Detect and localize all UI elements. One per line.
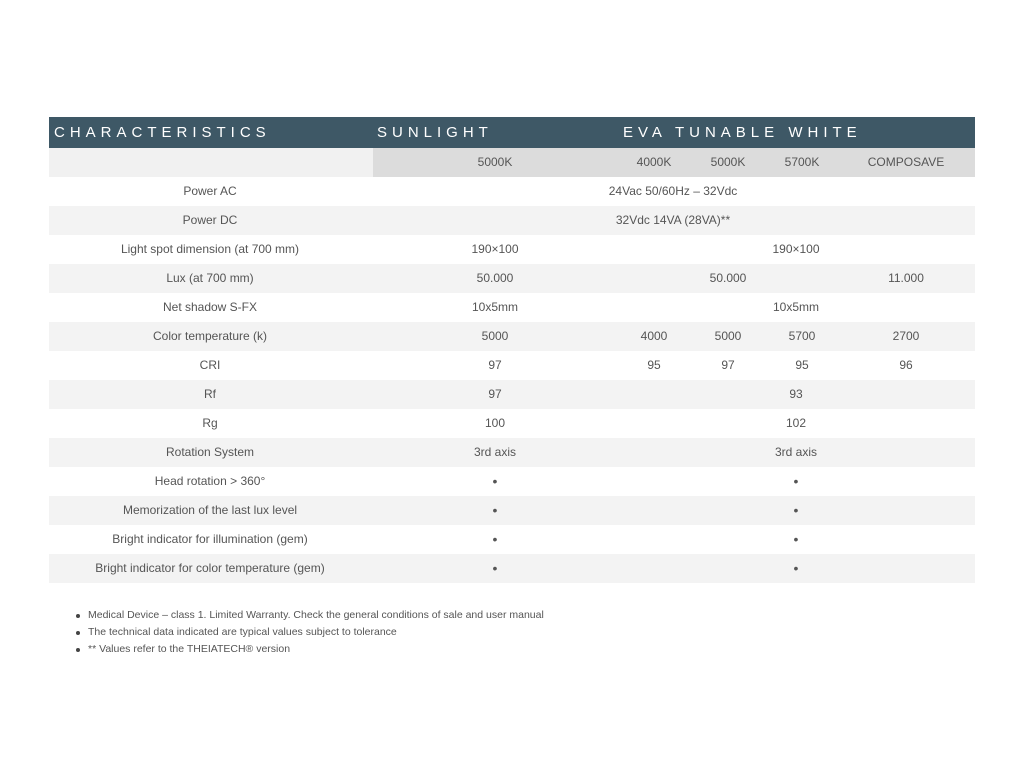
table-row <box>49 206 975 235</box>
table-subheader <box>49 148 975 177</box>
row-sunlight-bullet: • <box>492 502 498 518</box>
row-label: Power AC <box>183 184 237 198</box>
header-characteristics: CHARACTERISTICS <box>54 124 271 141</box>
spec-table <box>49 117 975 583</box>
row-sunlight-value: 100 <box>484 416 506 430</box>
row-label: Lux (at 700 mm) <box>166 271 254 285</box>
row-sunlight-value: 190×100 <box>471 242 519 256</box>
row-label: Rotation System <box>165 445 255 459</box>
table-row <box>49 380 975 409</box>
row-sunlight-value: 3rd axis <box>473 445 517 459</box>
header-eva-tunable-white: EVA TUNABLE WHITE <box>623 124 862 141</box>
row-eva-value: 50.000 <box>709 271 747 285</box>
row-sunlight-value: 97 <box>488 358 502 372</box>
table-row <box>49 409 975 438</box>
subheader-composave: COMPOSAVE <box>867 155 945 169</box>
row-sunlight-value: 10x5mm <box>471 300 519 314</box>
row-sunlight-bullet: • <box>492 560 498 576</box>
table-row <box>49 293 975 322</box>
row-label: Color temperature (k) <box>152 329 268 343</box>
row-merged-value: 24Vac 50/60Hz – 32Vdc <box>608 184 738 198</box>
row-sunlight-bullet: • <box>492 473 498 489</box>
footnotes <box>74 607 544 658</box>
row-eva-value: 10x5mm <box>772 300 820 314</box>
footnote-item: Medical Device – class 1. Limited Warranty. Check the general conditions of sale and user manual <box>74 607 544 624</box>
row-eva-value: 3rd axis <box>774 445 818 459</box>
row-4000k-value: 4000 <box>640 329 668 343</box>
row-5700k-value: 95 <box>795 358 809 372</box>
row-composave-value: 11.000 <box>888 271 924 285</box>
row-sunlight-value: 50.000 <box>476 271 514 285</box>
table-row <box>49 264 975 293</box>
table-row <box>49 438 975 467</box>
subheader-5000k: 5000K <box>710 155 746 169</box>
row-eva-bullet: • <box>793 531 799 547</box>
footnote-item: The technical data indicated are typical values subject to tolerance <box>74 624 544 641</box>
row-sunlight-value: 97 <box>488 387 502 401</box>
row-label: Rf <box>204 387 216 401</box>
row-eva-bullet: • <box>793 560 799 576</box>
row-eva-bullet: • <box>793 473 799 489</box>
subheader-5700k: 5700K <box>784 155 820 169</box>
table-row <box>49 467 975 496</box>
footnote-item: ** Values refer to the THEIATECH® version <box>74 641 544 658</box>
row-label: Rg <box>202 416 218 430</box>
table-row <box>49 177 975 206</box>
row-composave-value: 96 <box>899 358 913 372</box>
table-row <box>49 554 975 583</box>
row-eva-value: 102 <box>785 416 807 430</box>
table-row <box>49 351 975 380</box>
table-row <box>49 496 975 525</box>
table-row <box>49 525 975 554</box>
row-5000k-value: 5000 <box>714 329 742 343</box>
row-label: CRI <box>199 358 221 372</box>
row-eva-bullet: • <box>793 502 799 518</box>
row-label: Power DC <box>182 213 238 227</box>
row-sunlight-value: 5000 <box>481 329 509 343</box>
row-label: Bright indicator for illumination (gem) <box>112 532 308 546</box>
row-label: Net shadow S-FX <box>162 300 258 314</box>
subheader-sunlight-5000k: 5000K <box>477 155 513 169</box>
row-label: Bright indicator for color temperature (gem) <box>95 561 325 575</box>
row-sunlight-bullet: • <box>492 531 498 547</box>
row-merged-value: 32Vdc 14VA (28VA)** <box>615 213 731 227</box>
row-5000k-value: 97 <box>721 358 735 372</box>
table-header <box>49 117 975 148</box>
table-row <box>49 235 975 264</box>
header-sunlight: SUNLIGHT <box>377 124 493 141</box>
row-5700k-value: 5700 <box>788 329 816 343</box>
table-row <box>49 322 975 351</box>
row-4000k-value: 95 <box>647 358 661 372</box>
row-label: Head rotation > 360° <box>154 474 266 488</box>
row-label: Memorization of the last lux level <box>122 503 298 517</box>
row-eva-value: 190×100 <box>772 242 820 256</box>
row-label: Light spot dimension (at 700 mm) <box>120 242 300 256</box>
row-eva-value: 93 <box>789 387 803 401</box>
row-composave-value: 2700 <box>892 329 920 343</box>
subheader-4000k: 4000K <box>636 155 672 169</box>
